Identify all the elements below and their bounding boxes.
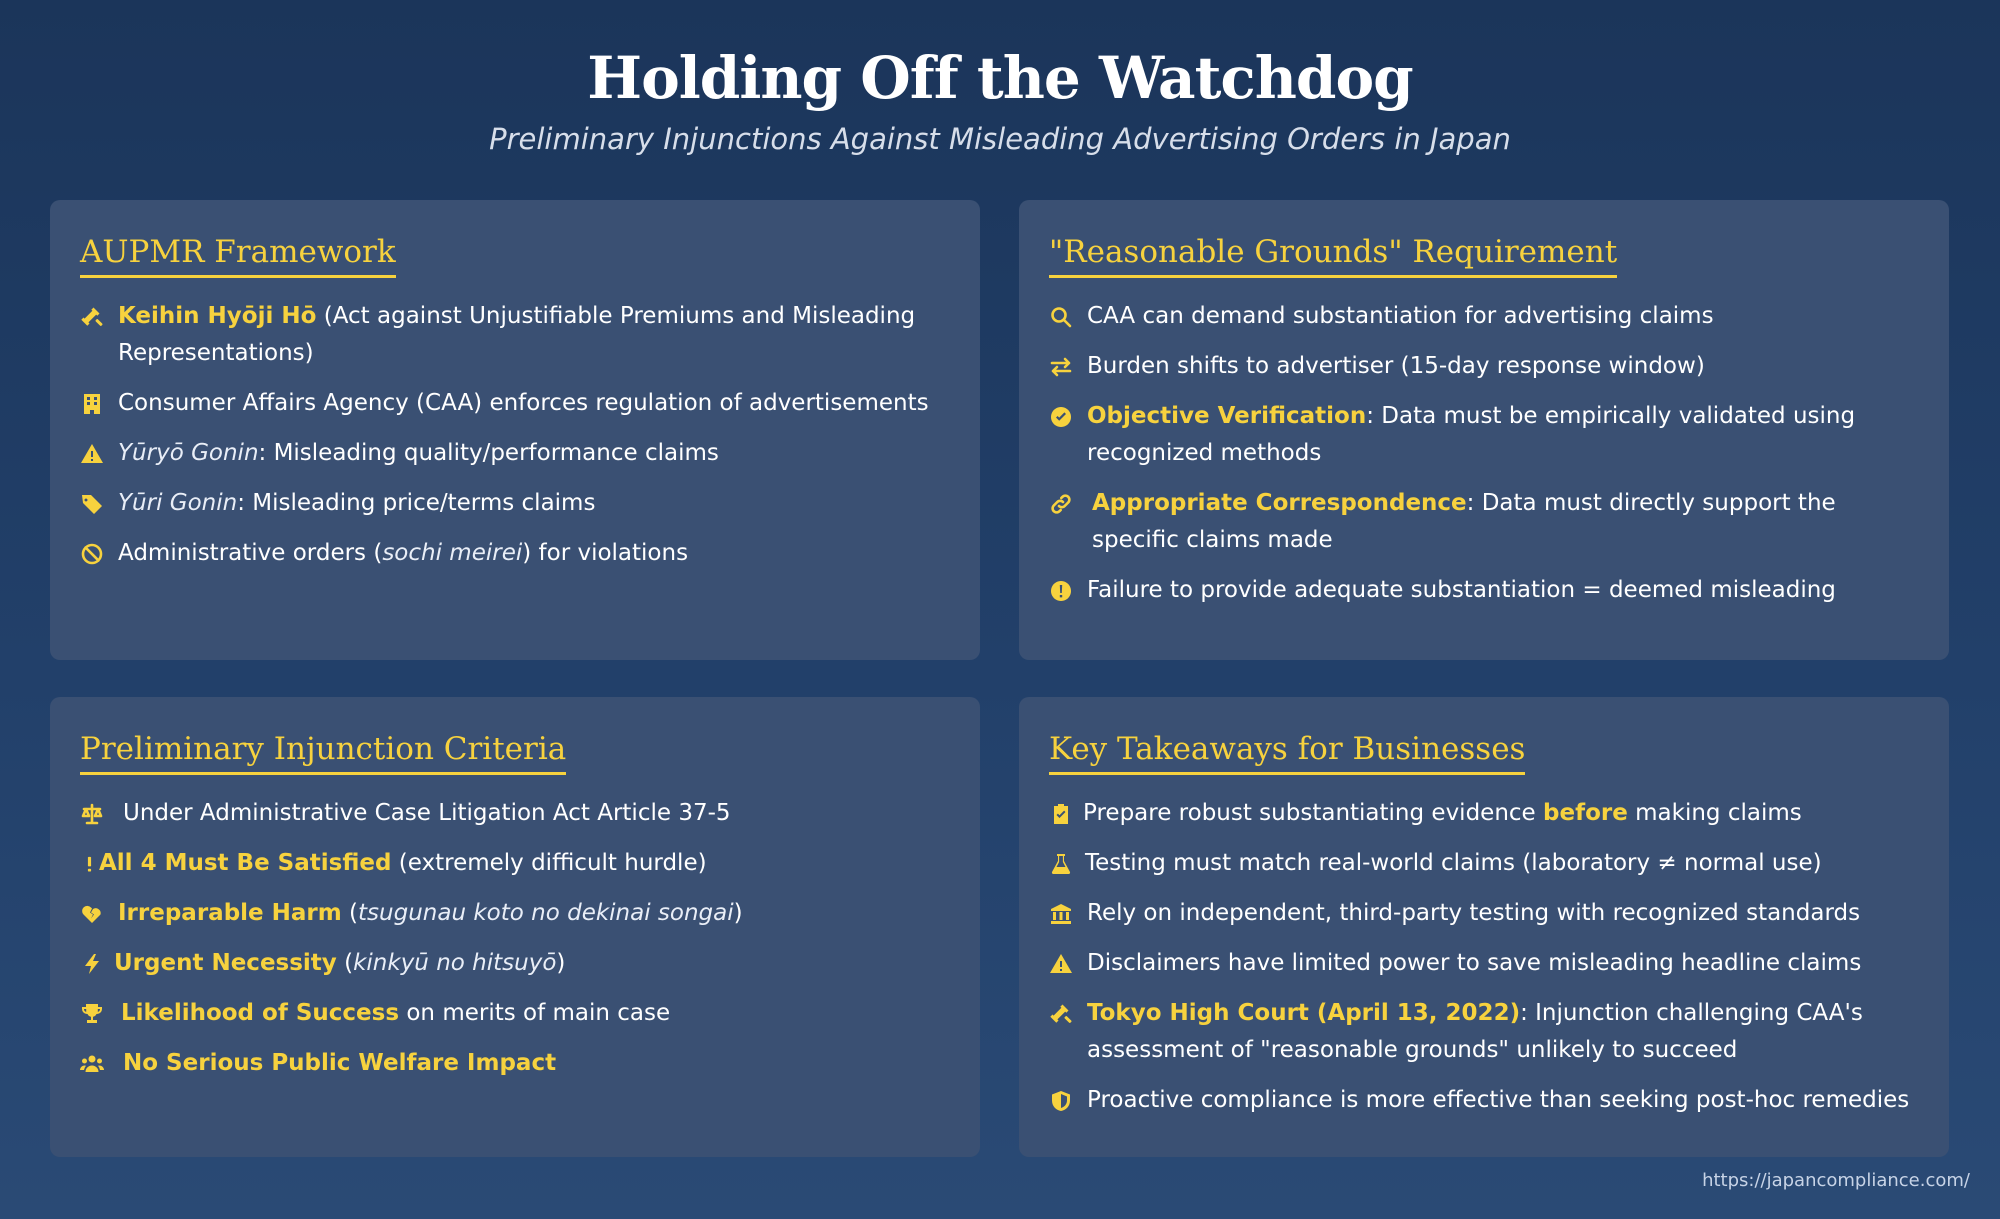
list-item: Failure to provide adequate substantiation = deemed misleading [1049,572,1919,609]
university-icon [1049,895,1087,932]
gavel-icon [80,298,118,335]
gavel-icon [1049,995,1087,1032]
list-item: Testing must match real-world claims (laboratory ≠ normal use) [1049,845,1919,882]
flask-icon [1049,845,1085,882]
exclamation-icon [80,845,99,882]
exchange-icon [1049,348,1087,385]
shield-icon [1049,1082,1087,1119]
item-list [80,795,950,1082]
balance-scale-icon [80,795,123,832]
search-icon [1049,298,1087,335]
list-item: Under Administrative Case Litigation Act Article 37-5 [80,795,950,832]
card-title: Preliminary Injunction Criteria [80,731,566,775]
list-item: All 4 Must Be Satisfied (extremely difficult hurdle) [80,845,950,882]
page-subtitle: Preliminary Injunctions Against Misleading Advertising Orders in Japan [489,122,1511,156]
list-item: Likelihood of Success on merits of main case [80,995,950,1032]
item-list [80,298,950,572]
building-icon [80,385,118,422]
list-item: Rely on independent, third-party testing with recognized standards [1049,895,1919,932]
item-list [1049,298,1919,609]
warning-icon [1049,945,1087,982]
list-item: CAA can demand substantiation for advertising claims [1049,298,1919,335]
heart-broken-icon [80,895,118,932]
card-title: AUPMR Framework [80,234,396,278]
ban-icon [80,535,118,572]
list-item: Disclaimers have limited power to save misleading headline claims [1049,945,1919,982]
card-aupmr-framework [50,200,980,660]
list-item: Yūryō Gonin: Misleading quality/performance claims [80,435,950,472]
users-icon [80,1045,123,1082]
list-item: Keihin Hyōji Hō (Act against Unjustifiable Premiums and Misleading Representations) [80,298,950,372]
page-title: Holding Off the Watchdog [587,44,1413,112]
list-item: Tokyo High Court (April 13, 2022): Injunction challenging CAA's assessment of "reasonable grounds" unlikely to succeed [1049,995,1919,1069]
list-item: Appropriate Correspondence: Data must directly support the specific claims made [1049,485,1919,559]
bolt-icon [80,945,114,982]
list-item: Irreparable Harm (tsugunau koto no dekinai songai) [80,895,950,932]
list-item: Proactive compliance is more effective than seeking post-hoc remedies [1049,1082,1919,1119]
list-item: Administrative orders (sochi meirei) for violations [80,535,950,572]
clipboard-check-icon [1049,795,1083,832]
list-item: Urgent Necessity (kinkyū no hitsuyō) [80,945,950,982]
link-icon [1049,485,1092,522]
item-list [1049,795,1919,1119]
trophy-icon [80,995,121,1032]
footer-url: https://japancompliance.com/ [1702,1170,1970,1191]
list-item: No Serious Public Welfare Impact [80,1045,950,1082]
check-circle-icon [1049,398,1087,435]
card-reasonable-grounds [1019,200,1949,660]
list-item: Consumer Affairs Agency (CAA) enforces regulation of advertisements [80,385,950,422]
list-item: Yūri Gonin: Misleading price/terms claims [80,485,950,522]
card-title: "Reasonable Grounds" Requirement [1049,234,1617,278]
card-injunction-criteria [50,697,980,1157]
list-item: Prepare robust substantiating evidence before making claims [1049,795,1919,832]
list-item: Burden shifts to advertiser (15-day response window) [1049,348,1919,385]
tags-icon [80,485,118,522]
card-key-takeaways [1019,697,1949,1157]
exclamation-circle-icon [1049,572,1087,609]
card-title: Key Takeaways for Businesses [1049,731,1525,775]
warning-icon [80,435,118,472]
list-item: Objective Verification: Data must be empirically validated using recognized methods [1049,398,1919,472]
